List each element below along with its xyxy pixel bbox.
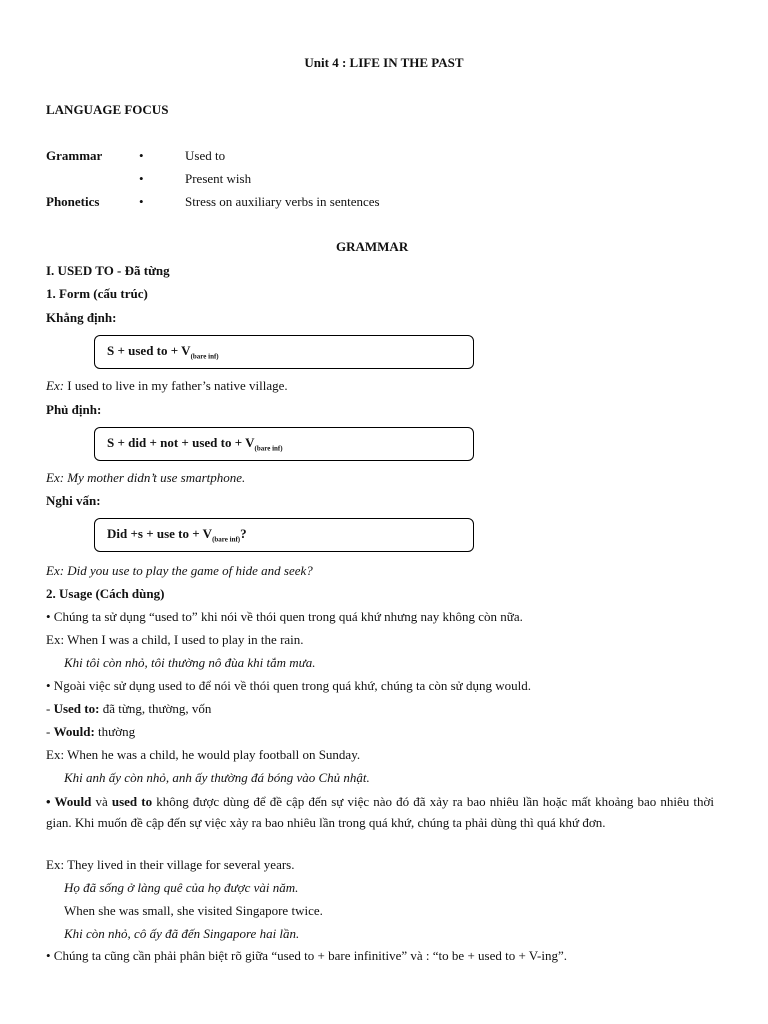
bullet: • [139,148,144,163]
definition-would: - Would: thường [46,724,136,739]
question-formula: Did +s + use to + $V_{(bare inf)}$? [107,526,247,544]
usage-paragraph-2: • Ngoài việc sử dụng used to để nói về thói quen trong quá khứ, chúng ta còn sử dụng would. [46,678,531,693]
usage-example-3: Ex: They lived in their village for several years. [46,857,295,872]
grammar-item-present-wish: Present wish [185,171,252,186]
question-formula-box [94,518,474,552]
grammar-item-used-to: Used to [185,148,226,163]
phonetics-item-stress: Stress on auxiliary verbs in sentences [185,194,380,209]
negative-example: Ex: My mother didn’t use smartphone. [46,470,246,485]
question-label: Nghi vấn: [46,493,101,508]
affirmative-formula: S + used to + $V_{(bare inf)}$ [107,343,219,361]
usage-example-1-translation: Khi tôi còn nhỏ, tôi thường nô đùa khi tắm mưa. [64,655,316,670]
usage-example-2: Ex: When he was a child, he would play football on Sunday. [46,747,361,762]
usage-heading: 2. Usage (Cách dùng) [46,586,165,601]
bullet: • [139,194,144,209]
usage-example-4: When she was small, she visited Singapore twice. [64,903,323,918]
affirmative-formula-box [94,335,474,369]
section-heading-used-to: I. USED TO - Đã từng [46,263,170,278]
negative-label: Phủ định: [46,402,102,417]
definition-used-to: - Used to: đã từng, thường, vốn [46,701,212,716]
usage-paragraph-4: • Chúng ta cũng cần phải phân biệt rõ giữa “used to + bare infinitive” và : “to be + used to + V-ing”. [46,948,567,963]
usage-example-2-translation: Khi anh ấy còn nhỏ, anh ấy thường đá bóng vào Chủ nhật. [64,770,370,785]
phonetics-label: Phonetics [46,194,100,209]
usage-paragraph-1: • Chúng ta sử dụng “used to” khi nói về thói quen trong quá khứ nhưng nay không còn nữa. [46,609,523,624]
negative-formula-box [94,427,474,461]
affirmative-example: Ex: I used to live in my father’s native village. [46,378,288,393]
grammar-heading: GRAMMAR [336,239,409,254]
language-focus-heading: LANGUAGE FOCUS [46,102,169,117]
form-heading: 1. Form (cấu trúc) [46,286,148,301]
bullet: • [139,171,144,186]
negative-formula: S + did + not + used to + $V_{(bare inf)}$ [107,435,283,453]
document-title: Unit 4 : LIFE IN THE PAST [304,55,464,70]
usage-paragraph-3: • Would và used to không được dùng để đề cập đến sự việc nào đó đã xảy ra bao nhiêu lần hoặc mất khoảng bao nhiêu thời gian. Khi muốn đề cập đến sự việc xảy ra bao nhiêu lần trong quá khứ, chúng ta phải dùng thì quá khứ đơn. [46,794,714,830]
usage-example-4-translation: Khi còn nhỏ, cô ấy đã đến Singapore hai lần. [64,926,300,941]
usage-example-1: Ex: When I was a child, I used to play in the rain. [46,632,304,647]
grammar-label: Grammar [46,148,103,163]
affirmative-label: Khẳng định: [46,310,117,325]
usage-example-3-translation: Họ đã sống ở làng quê của họ được vài năm. [64,880,299,895]
question-example: Ex: Did you use to play the game of hide and seek? [46,563,313,578]
